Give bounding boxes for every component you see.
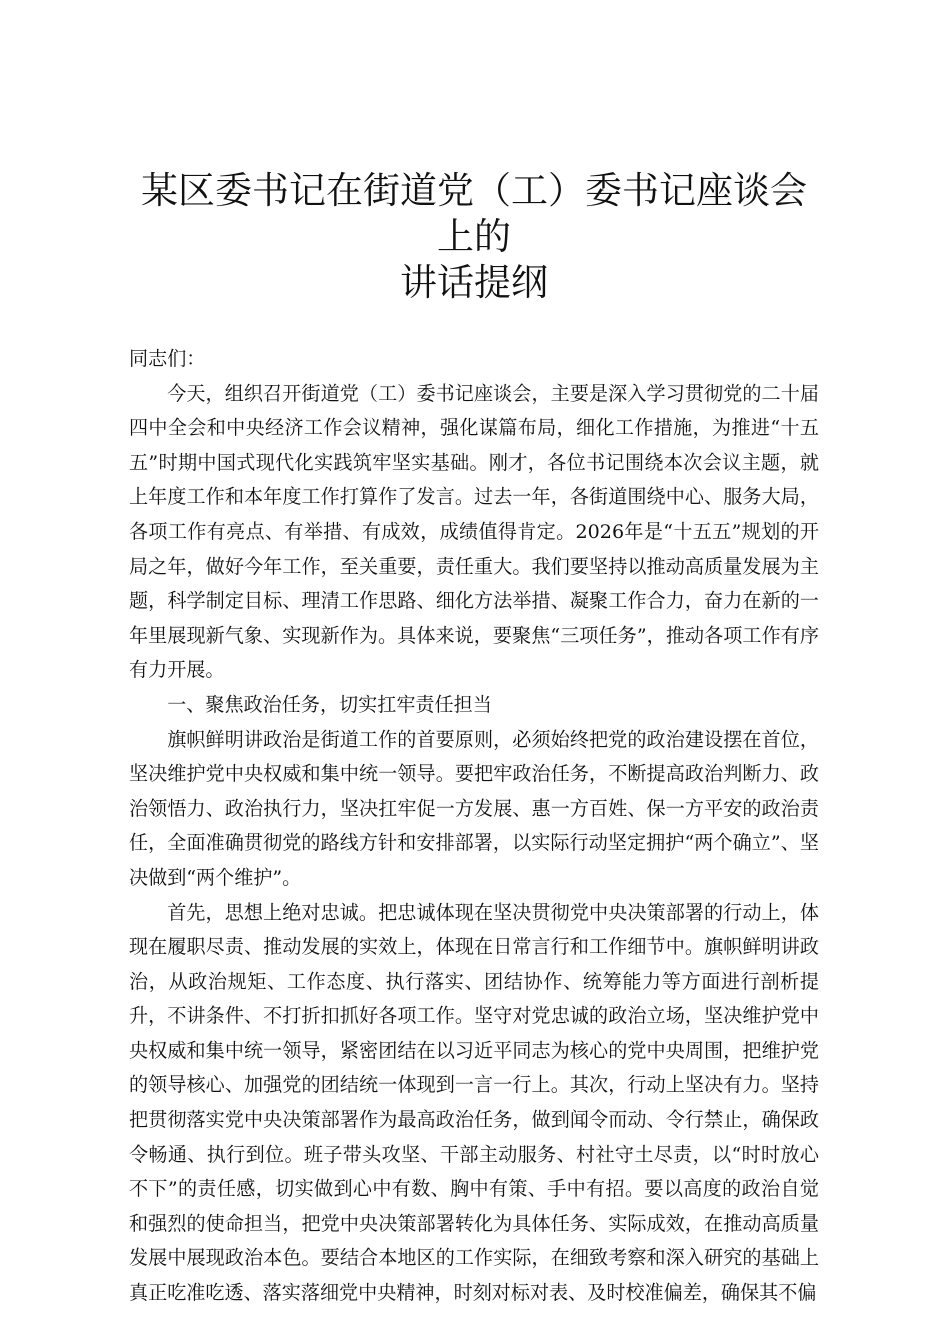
title-line-2: 讲话提纲	[400, 261, 548, 304]
paragraph-loyalty: 首先，思想上绝对忠诚。把忠诚体现在坚决贯彻党中央决策部署的行动上，体现在履职尽责、推动发展的实效上，体现在日常言行和工作细节中。旗帜鲜明讲政治，从政治规矩、工作态度、执行落实、团结协作、统筹能力等方面进行剖析提升，不讲条件、不打折扣抓好各项工作。坚守对党忠诚的政治立场，坚决维护党中央权威和集中统一领导，紧密团结在以习近平同志为核心的党中央周围，把维护党的领导核心、加强党的团结统一体现到一言一行上。其次，行动上坚决有力。坚持把贯彻落实党中央决策部署作为最高政治任务，做到闻令而动、令行禁止，确保政令畅通、执行到位。班子带头攻坚、干部主动服务、村社守土尽责，以“时时放心不下”的责任感，切实做到心中有数、胸中有策、手中有招。要以高度的政治自觉和强烈的使命担当，把党中央决策部署转化为具体任务、实际成效，在推动高质量发展中展现政治本色。要结合本地区的工作实际，在细致考察和深入研究的基础上真正吃准吃透、落实落细党中央精神，时刻对标对表、及时校准偏差，确保其不偏	[129, 900, 819, 1305]
section-heading-1: 一、聚焦政治任务，切实扛牢责任担当	[167, 692, 492, 716]
paragraph-intro: 今天，组织召开街道党（工）委书记座谈会，主要是深入学习贯彻党的二十届四中全会和中央经济工作会议精神，强化谋篇布局，细化工作措施，为推进“十五五”时期中国式现代化实践筑牢坚实基础。刚才，各位书记围绕本次会议主题，就上年度工作和本年度工作打算作了发言。过去一年，各街道围绕中心、服务大局，各项工作有亮点、有举措、有成效，成绩值得肯定。2026年是“十五五”规划的开局之年，做好今年工作，至关重要，责任重大。我们要坚持以推动高质量发展为主题，科学制定目标、理清工作思路、细化方法举措、凝聚工作合力，奋力在新的一年里展现新气象、实现新作为。具体来说，要聚焦“三项任务”，推动各项工作有序有力开展。	[129, 381, 819, 682]
document-title	[129, 0, 819, 306]
document-page	[129, 0, 819, 1344]
paragraph-political: 旗帜鲜明讲政治是街道工作的首要原则，必须始终把党的政治建设摆在首位，坚决维护党中央权威和集中统一领导。要把牢政治任务，不断提高政治判断力、政治领悟力、政治执行力，坚决扛牢促一方发展、惠一方百姓、保一方平安的政治责任，全面准确贯彻党的路线方针和安排部署，以实际行动坚定拥护“两个确立”、坚决做到“两个维护”。	[129, 727, 819, 889]
title-line-1: 某区委书记在街道党（工）委书记座谈会上的	[141, 169, 807, 258]
document-body	[129, 342, 819, 1311]
greeting: 同志们：	[129, 347, 206, 370]
